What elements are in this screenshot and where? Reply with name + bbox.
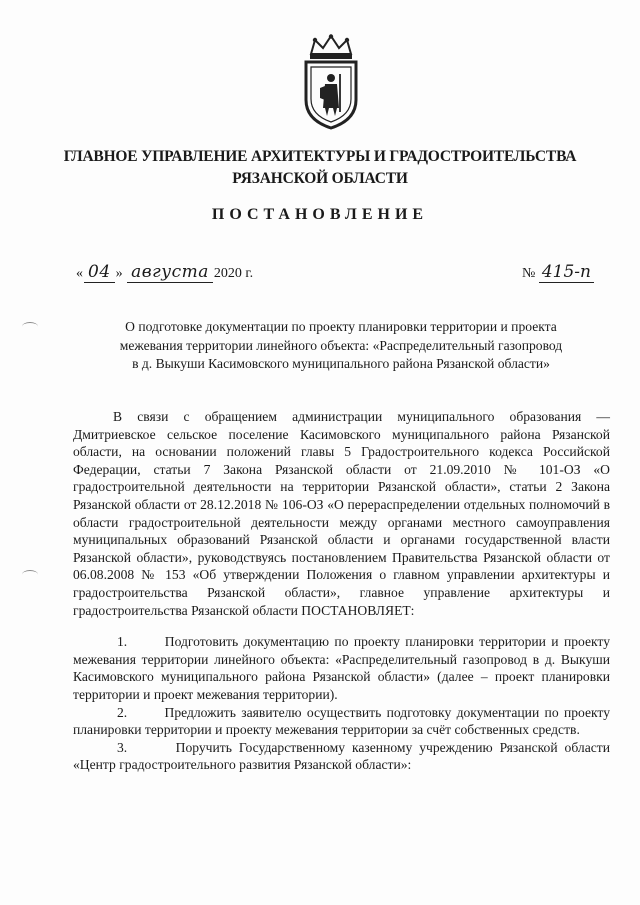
coat-of-arms-icon bbox=[298, 34, 364, 130]
date-day: 04 bbox=[84, 262, 115, 283]
date-month: августа bbox=[127, 262, 213, 283]
subject-line3: в д. Выкуши Касимовского муниципального района Рязанской области» bbox=[132, 356, 550, 371]
item-text: Поручить Государственному казенному учреждению Рязанской области «Центр градостроительного развития Рязанской области»: bbox=[73, 739, 610, 773]
list-item bbox=[73, 704, 610, 739]
number-value: 415-п bbox=[539, 262, 594, 283]
item-number: 3. bbox=[117, 739, 128, 755]
date-open-quote: « bbox=[76, 266, 83, 281]
list-item bbox=[73, 739, 610, 774]
organization-title-line2: РЯЗАНСКОЙ ОБЛАСТИ bbox=[232, 170, 408, 187]
binder-hole-mark bbox=[22, 570, 38, 579]
document-subject bbox=[100, 318, 582, 374]
document-type-heading: ПОСТАНОВЛЕНИЕ bbox=[211, 206, 429, 223]
date-year: 2020 г. bbox=[213, 266, 254, 281]
document-body bbox=[73, 408, 610, 774]
subject-line1: О подготовке документации по проекту планировки территории и проекта bbox=[125, 319, 557, 334]
document-number bbox=[522, 262, 594, 283]
item-text: Подготовить документацию по проекту планировки территории и проекту межевания территории линейного объекта: «Распределительный газопровод в д. Выкуши Касимовского муниципального района Рязанской области» (далее – проект планировки территории и проект межевания территории). bbox=[73, 634, 610, 702]
organization-title-line1: ГЛАВНОЕ УПРАВЛЕНИЕ АРХИТЕКТУРЫ И ГРАДОСТРОИТЕЛЬСТВА bbox=[63, 148, 577, 165]
organization-title bbox=[60, 146, 580, 190]
subject-line2: межевания территории линейного объекта: «Распределительный газопровод bbox=[119, 337, 563, 353]
item-number: 1. bbox=[117, 634, 128, 650]
list-item bbox=[73, 633, 610, 703]
item-number: 2. bbox=[117, 704, 128, 720]
binder-hole-mark bbox=[22, 322, 38, 331]
date-close-quote: » bbox=[115, 266, 123, 281]
preamble-paragraph: В связи с обращением администрации муниципального образования — Дмитриевское сельское поселение Касимовского муниципального района Рязанской области, на основании положений главы 5 Градостроительного кодекса Российской Федерации, статьи 7 Закона Рязанской области от 21.09.2010 № 101-ОЗ «О градостроительной деятельности на территории Рязанской области», статьи 2 Закона Рязанской области от 28.12.2018 № 106-ОЗ «О перераспределении отдельных полномочий в области градостроительной деятельности между органами местного самоуправления муниципальных образований Рязанской области и органами государственной власти Рязанской области», руководствуясь постановлением Правительства Рязанской области от 06.08.2008 № 153 «Об утверждении Положения о главном управлении архитектуры и градостроительства Рязанской области», главное управление архитектуры и градостроительства Рязанской области ПОСТАНОВЛЯЕТ: bbox=[73, 409, 610, 618]
document-date bbox=[76, 262, 253, 283]
item-text: Предложить заявителю осуществить подготовку документации по проекту планировки территории и проекту межевания территории за счёт собственных средств. bbox=[73, 704, 610, 738]
number-prefix: № bbox=[522, 266, 536, 281]
